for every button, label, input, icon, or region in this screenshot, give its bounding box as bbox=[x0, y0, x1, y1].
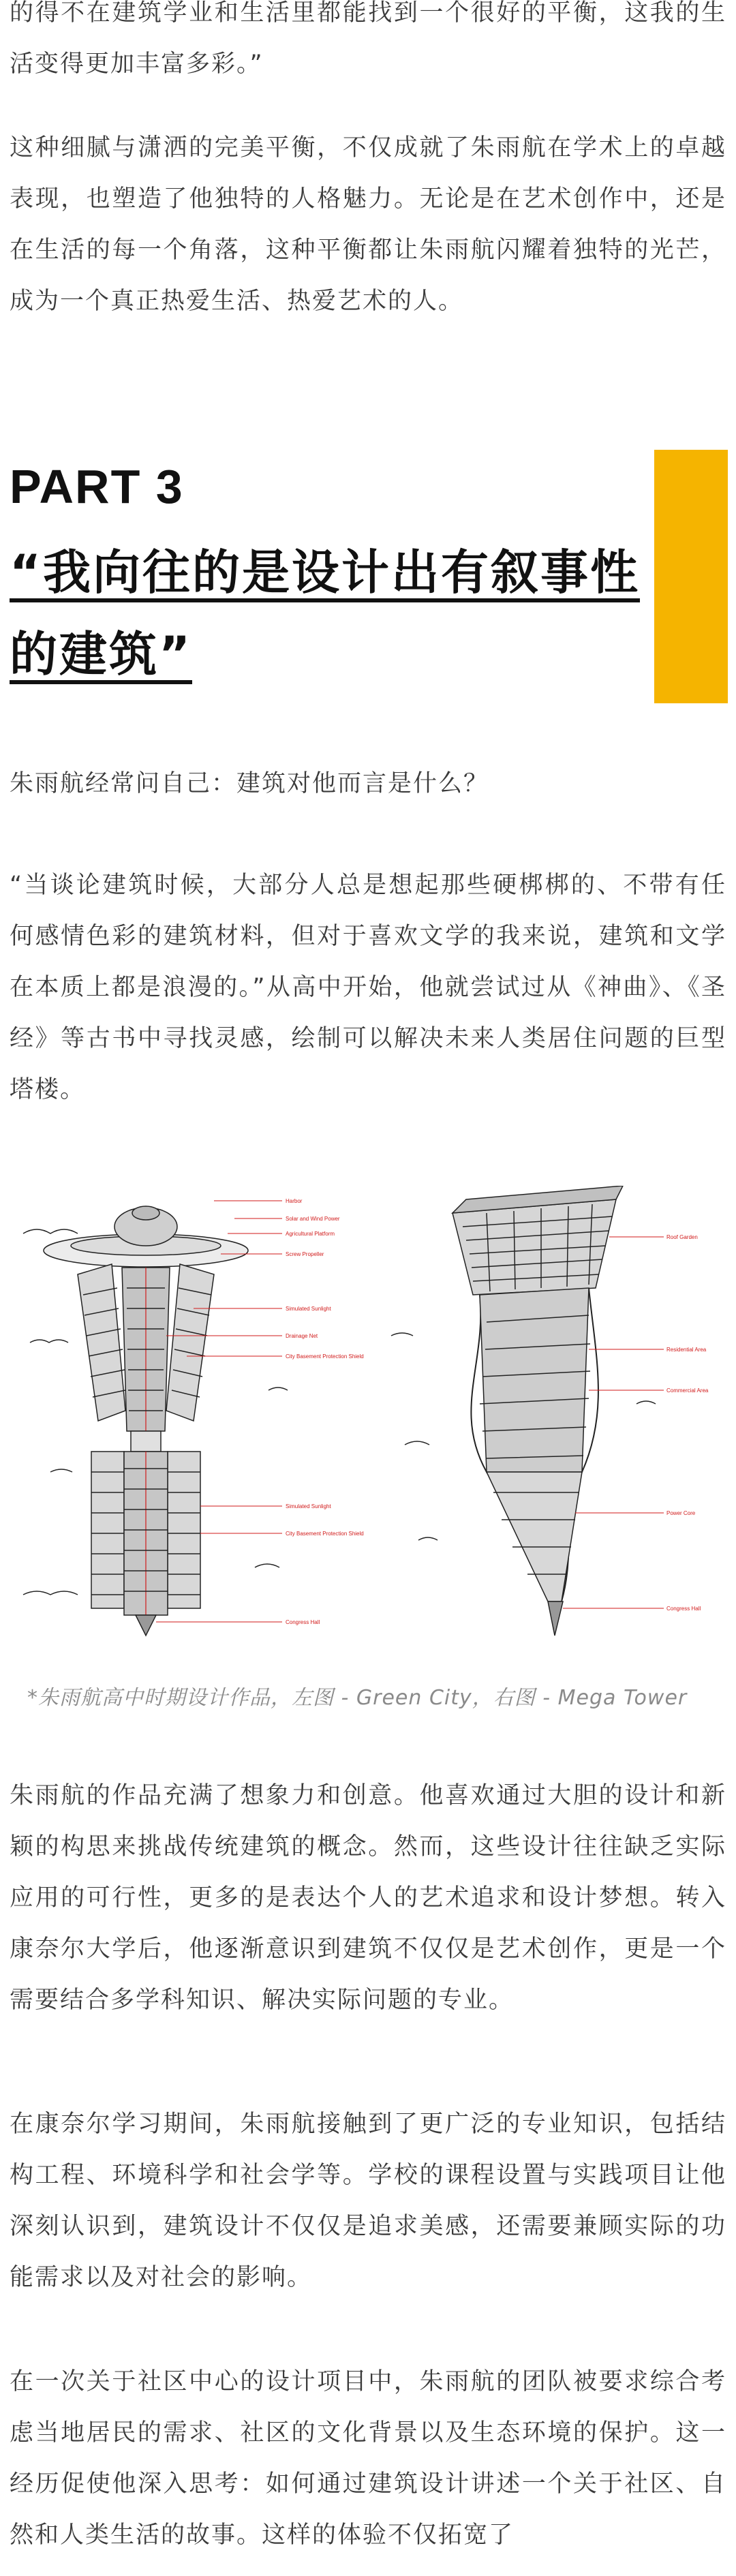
label-solar-wind: Solar and Wind Power bbox=[286, 1216, 340, 1222]
section-label: PART 3 bbox=[10, 460, 184, 513]
label-simulated-sunlight-1: Simulated Sunlight bbox=[286, 1306, 331, 1312]
literature-quote-paragraph: “当谈论建筑时候，大部分人总是想起那些硬梆梆的、不带有任何感情色彩的建筑材料，但对于喜欢文学的我来说，建筑和文学在本质上都是浪漫的。”从高中开始，他就尝试过从《神曲》、《圣经》等古书中寻找灵感，绘制可以解决未来人类居住问题的巨型塔楼。 bbox=[10, 872, 726, 1103]
design-sketches-illustration bbox=[10, 1186, 726, 1642]
label-commercial-area: Commercial Area bbox=[666, 1387, 709, 1394]
balance-paragraph: 这种细腻与潇洒的完美平衡，不仅成就了朱雨航在学术上的卓越表现，也塑造了他独特的人格魅力。无论是在艺术创作中，还是在生活的每一个角落，这种平衡都让朱雨航闪耀着独特的光芒，成为一个真正热爱生活、热爱艺术的人。 bbox=[10, 134, 726, 315]
green-city-sketch bbox=[23, 1206, 288, 1636]
design-sketches-figure bbox=[10, 1186, 726, 1642]
question-paragraph: 朱雨航经常问自己：建筑对他而言是什么？ bbox=[10, 770, 489, 797]
figure-caption: *朱雨航高中时期设计作品，左图 - Green City，右图 - Mega Tower bbox=[27, 1686, 688, 1710]
section-accent-bar bbox=[654, 450, 728, 703]
label-congress-hall-2: Congress Hall bbox=[666, 1606, 701, 1612]
mega-tower-sketch bbox=[391, 1186, 656, 1636]
imagination-paragraph: 朱雨航的作品充满了想象力和创意。他喜欢通过大胆的设计和新颖的构思来挑战传统建筑的概念。然而，这些设计往往缺乏实际应用的可行性，更多的是表达个人的艺术追求和设计梦想。转入康奈尔大学后，他逐渐意识到建筑不仅仅是艺术创作，更是一个需要结合多学科知识、解决实际问题的专业。 bbox=[10, 1782, 726, 2014]
label-simulated-sunlight-2: Simulated Sunlight bbox=[286, 1503, 331, 1509]
label-drainage-net: Drainage Net bbox=[286, 1333, 318, 1339]
label-protection-shield-2: City Basement Protection Shield bbox=[286, 1531, 364, 1537]
cornell-study-paragraph: 在康奈尔学习期间，朱雨航接触到了更广泛的专业知识，包括结构工程、环境科学和社会学等。学校的课程设置与实践项目让他深刻认识到，建筑设计不仅仅是追求美感，还需要兼顾实际的功能需求以及对社会的影响。 bbox=[10, 2111, 726, 2291]
label-agri-platform: Agricultural Platform bbox=[286, 1231, 335, 1237]
label-roof-garden: Roof Garden bbox=[666, 1234, 698, 1240]
section-title-text: “我向往的是设计出有叙事性的建筑” bbox=[10, 545, 641, 682]
label-congress-hall-1: Congress Hall bbox=[286, 1619, 320, 1625]
label-protection-shield-1: City Basement Protection Shield bbox=[286, 1353, 364, 1360]
intro-quote-end: 的得不在建筑学业和生活里都能找到一个很好的平衡，这我的生活变得更加丰富多彩。” bbox=[10, 0, 726, 78]
community-project-paragraph: 在一次关于社区中心的设计项目中，朱雨航的团队被要求综合考虑当地居民的需求、社区的文化背景以及生态环境的保护。这一经历促使他深入思考：如何通过建筑设计讲述一个关于社区、自然和人类生活的故事。这样的体验不仅拓宽了 bbox=[10, 2368, 726, 2549]
label-harbor: Harbor bbox=[286, 1198, 303, 1204]
section-title bbox=[10, 532, 650, 695]
label-screw-propeller: Screw Propeller bbox=[286, 1251, 324, 1257]
label-residential-area: Residential Area bbox=[666, 1347, 707, 1353]
label-power-core: Power Core bbox=[666, 1510, 696, 1516]
